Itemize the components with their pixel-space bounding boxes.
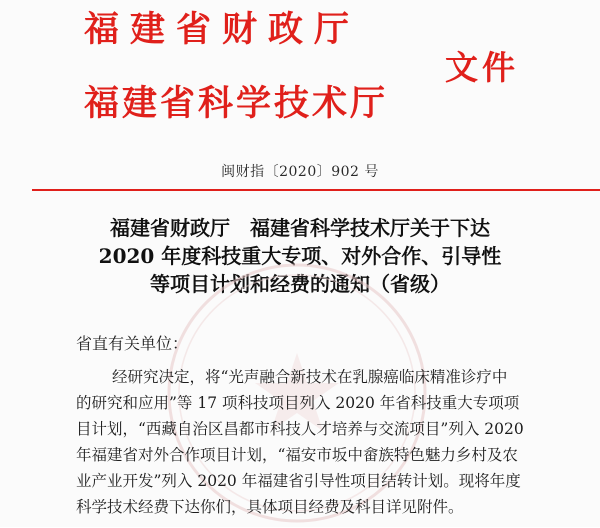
body-line: 年福建省对外合作项目计划，“福安市坂中畲族特色魅力乡村及农 [76, 446, 518, 464]
body-line: 目计划，“西藏自治区昌都市科技人才培养与交流项目”列入 2020 [76, 420, 524, 438]
body-line: 经研究决定，将“光声融合新技术在乳腺癌临床精准诊疗中 [112, 368, 508, 386]
salutation: 省直有关单位： [76, 334, 189, 353]
red-divider [32, 189, 600, 191]
body-line: 科学技术经费下达你们，具体项目经费及科目详见附件。 [76, 498, 464, 516]
body-line: 的研究和应用”等 17 项科技项目列入 2020 年省科技重大专项项 [76, 394, 520, 412]
title-line-3: 等项目计划和经费的通知（省级） [150, 272, 450, 296]
body-line: 业产业开发”列入 2020 年福建省引导性项目结转计划。现将年度 [76, 472, 521, 490]
issuer-science-dept: 福建省科学技术厅 [84, 84, 389, 124]
title-line-2: 2020 年度科技重大专项、对外合作、引导性 [98, 244, 502, 268]
title-line-1: 福建省财政厅 福建省科学技术厅关于下达 [110, 216, 490, 240]
document-number: 闽财指〔2020〕902 号 [221, 164, 379, 180]
document-type-label: 文件 [445, 48, 519, 87]
issuer-finance-dept: 福建省财政厅 [84, 10, 361, 50]
